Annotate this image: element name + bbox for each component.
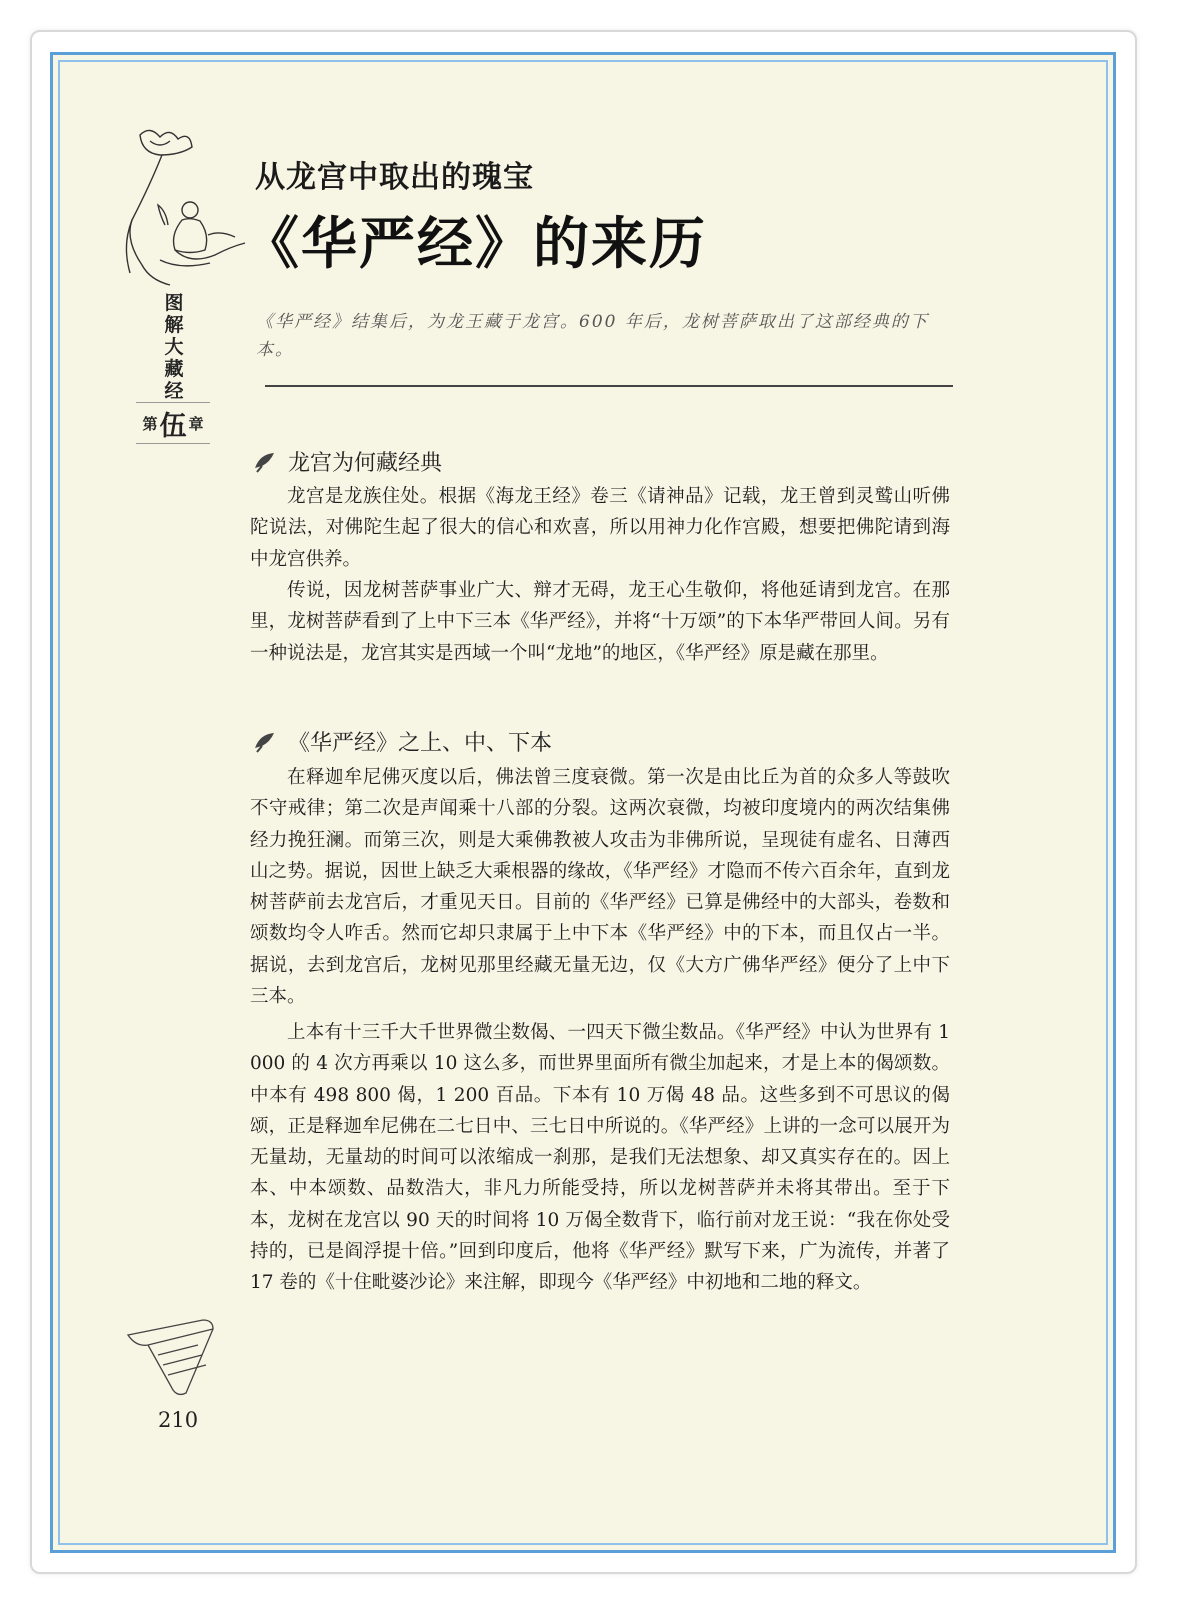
summary-text: 《华严经》结集后，为龙王藏于龙宫。600 年后，龙树菩萨取出了这部经典的下本。: [256, 312, 929, 360]
paragraph: 上本有十三千大千世界微尘数偈、一四天下微尘数品。《华严经》中认为世界有 1 000 的 4 次方再乘以 10 这么多，而世界里面所有微尘加起来，才是上本的偈颂数。中本有 498 800 偈，1 200 百品。下本有 10 万偈 48 品。这些多到不可思议的偈颂，正是释迦牟尼佛在二七日中、三七日中所说的。《华严经》上讲的一念可以展开为无量劫，无量劫的时间可以浓缩成一刹那，是我们无法想象、却又真实存在的。因上本、中本颂数、品数浩大，非凡力所能受持，所以龙树菩萨并未将其带出。至于下本，龙树在龙宫以 90 天的时间将 10 万偈全数背下，临行前对龙王说：“我在你处受持的，已是阎浮提十倍。”回到印度后，他将《华严经》默写下来，广为流传，并著了 17 卷的《十住毗婆沙论》来注解，即现今《华严经》中初地和二地的释文。: [250, 1022, 950, 1294]
divider-line: [265, 385, 953, 387]
paragraph: 龙宫是龙族住处。根据《海龙王经》卷三《请神品》记载，龙王曾到灵鹫山听佛陀说法，对佛陀生起了很大的信心和欢喜，所以用神力化作宫殿，想要把佛陀请到海中龙宫供养。: [250, 486, 950, 570]
section-heading-text: 《华严经》之上、中、下本: [288, 731, 553, 756]
section-heading-2: [252, 726, 552, 757]
chapter-suffix: 章: [188, 414, 204, 433]
series-title-vertical: 图解大藏经: [164, 292, 184, 402]
section-heading-text: 龙宫为何藏经典: [288, 451, 443, 476]
paragraph: 在释迦牟尼佛灭度以后，佛法曾三度衰微。第一次是由比丘为首的众多人等鼓吹不守戒律；第二次是声闻乘十八部的分裂。这两次衰微，均被印度境内的两次结集佛经力挽狂澜。而第三次，则是大乘佛教被人攻击为非佛所说，呈现徒有虚名、日薄西山之势。据说，因世上缺乏大乘根器的缘故，《华严经》才隐而不传六百余年，直到龙树菩萨前去龙宫后，才重见天日。目前的《华严经》已算是佛经中的大部头，卷数和颂数均令人咋舌。然而它却只隶属于上中下本《华严经》中的下本，而且仅占一半。据说，去到龙宫后，龙树见那里经藏无量无边，仅《大方广佛华严经》便分了上中下三本。: [250, 767, 950, 1008]
lotus-figure-illustration: [120, 125, 250, 300]
chapter-prefix: 第: [142, 414, 158, 433]
page-number: 210: [158, 1408, 199, 1432]
page-title: 《华严经》的来历: [243, 212, 707, 277]
chapter-label: [136, 402, 210, 444]
paragraph: 传说，因龙树菩萨事业广大、辩才无碍，龙王心生敬仰，将他延请到龙宫。在那里，龙树菩萨看到了上中下三本《华严经》，并将“十万颂”的下本华严带回人间。另有一种说法是，龙宫其实是西域一个叫“龙地”的地区，《华严经》原是藏在那里。: [250, 580, 950, 664]
chapter-number: 伍: [159, 410, 187, 442]
scroll-illustration: [118, 1315, 228, 1400]
brush-icon: [252, 450, 278, 474]
brush-icon: [252, 730, 278, 754]
page-subtitle: 从龙宫中取出的瑰宝: [255, 160, 534, 195]
section-heading-1: [252, 446, 442, 477]
